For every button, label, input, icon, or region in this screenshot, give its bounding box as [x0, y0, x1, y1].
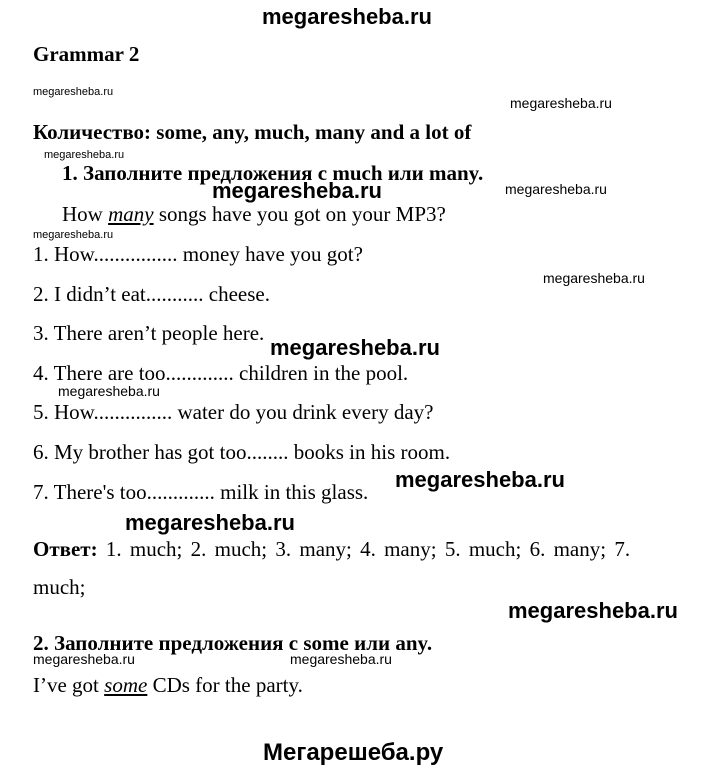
answer-label: Ответ: — [33, 537, 98, 561]
exercise2-example — [33, 675, 303, 696]
watermark-footer: Мегарешеба.ру — [263, 739, 444, 766]
watermark-small: megaresheba.ru — [510, 95, 612, 111]
watermark-small: megaresheba.ru — [33, 86, 114, 98]
exercise1-item: 4. There are too............. children in the pool. — [33, 361, 409, 385]
example-answer-word: some — [104, 673, 148, 697]
watermark-small: megaresheba.ru — [33, 651, 135, 667]
exercise1-item: 7. There's too............. milk in this glass. — [33, 480, 369, 504]
exercise1-example — [62, 204, 446, 225]
example-text: songs have you got on your MP3? — [153, 202, 446, 226]
section-heading: Количество: some, any, much, many and a lot of — [33, 120, 472, 144]
watermark-small: megaresheba.ru — [543, 270, 645, 286]
watermark-big: megaresheba.ru — [270, 335, 440, 360]
exercise2-heading: 2. Заполните предложения с some или any. — [33, 631, 433, 655]
watermark-big: megaresheba.ru — [508, 598, 678, 623]
exercise1-answer — [33, 539, 630, 560]
exercise1-item: 2. I didn’t eat........... cheese. — [33, 282, 270, 306]
example-text: I’ve got — [33, 673, 105, 697]
exercise1-heading: 1. Заполните предложения с much или many. — [62, 161, 484, 185]
watermark-big: megaresheba.ru — [212, 178, 382, 203]
watermark-big: megaresheba.ru — [125, 510, 295, 535]
exercise1-item: 5. How............... water do you drink every day? — [33, 400, 434, 424]
example-answer-word: many — [108, 202, 154, 226]
watermark-small: megaresheba.ru — [58, 383, 160, 399]
exercise1-answer-continued: much; — [33, 575, 86, 599]
answer-text: 1. much; 2. much; 3. many; 4. many; 5. much; 6. many; 7. — [97, 537, 631, 561]
watermark-small: megaresheba.ru — [505, 181, 607, 197]
exercise1-item: 1. How................ money have you got? — [33, 242, 363, 266]
exercise1-item: 3. There aren’t people here. — [33, 321, 265, 345]
exercise1-item: 6. My brother has got too........ books in his room. — [33, 440, 451, 464]
watermark-small: megaresheba.ru — [290, 651, 392, 667]
watermark-top: megaresheba.ru — [262, 4, 432, 29]
watermark-small: megaresheba.ru — [33, 229, 114, 241]
watermark-big: megaresheba.ru — [395, 467, 565, 492]
watermark-small: megaresheba.ru — [44, 149, 125, 161]
example-text: CDs for the party. — [147, 673, 303, 697]
example-text: How — [62, 202, 109, 226]
page-title: Grammar 2 — [33, 42, 140, 66]
